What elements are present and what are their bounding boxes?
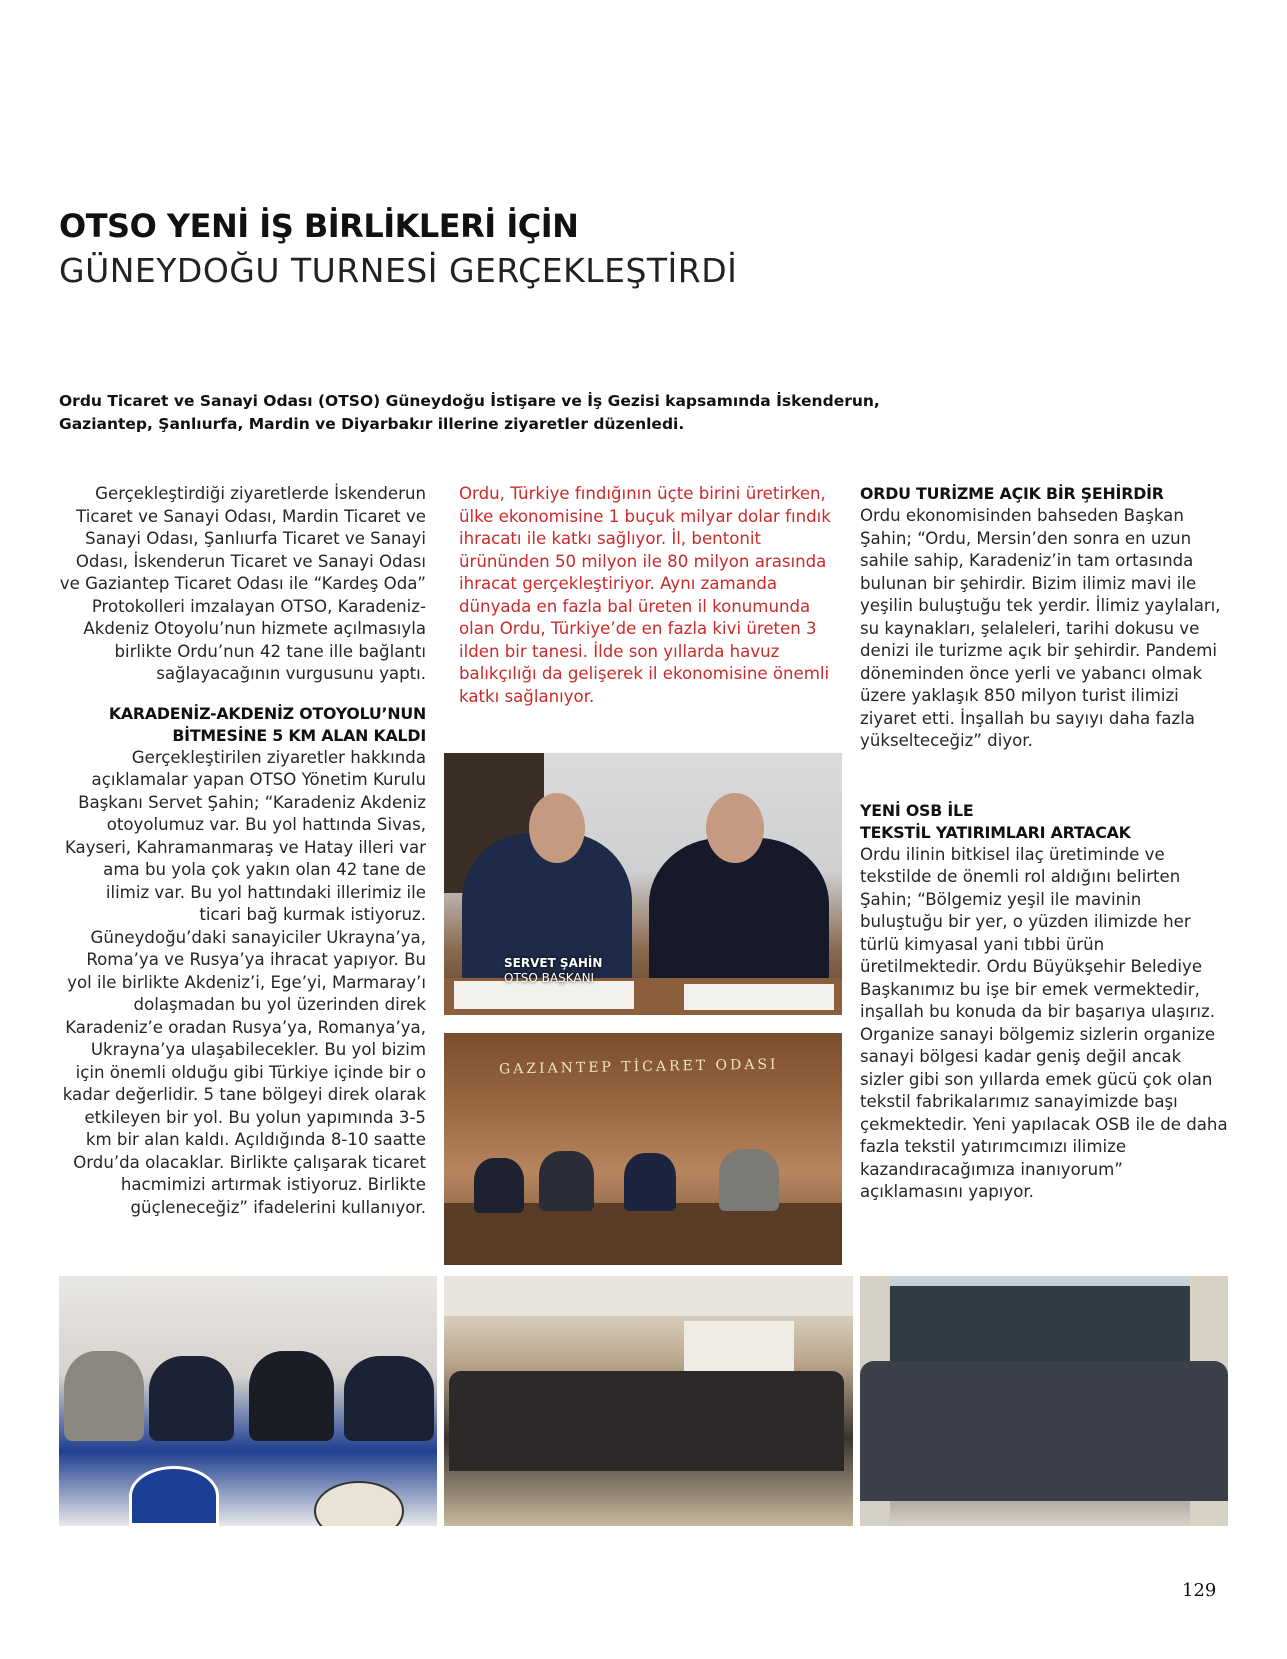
article-column-2: [459, 483, 837, 708]
column3-heading-osb: [860, 800, 1228, 844]
column3-body-osb: Ordu ilinin bitkisel ilaç üretiminde ve tekstilde de önemli rol aldığını belirten Şahin; “Bölgemiz yeşil ile mavinin buluştuğu bir yer, o yüzden ilimizde her türlü kimyasal yani tıbbi ürün üretilmektedir. Ordu Büyükşehir Belediye Başkanımız bu işe bir emek vermektedir, inşallah bu konuda da bir başarıya ulaşırız. Organize sanayi bölgemiz sizlerin organize sanayi bölgesi kadar geniş değil ancak sizler gibi son yıllarda emek gücü çok olan tekstil fabrikalarımız sanayimizde başı çekmektedir. Yeni yapılacak OSB ile de daha fazla tekstil yatırımcımızı ilimize kazandıracağımıza inanıyorum” açıklamasını yapıyor.: [860, 844, 1228, 1201]
lead-paragraph: Ordu Ticaret ve Sanayi Odası (OTSO) Güneydoğu İstişare ve İş Gezisi kapsamında İskenderun, Gaziantep, Şanlıurfa, Mardin ve Diyarbakır illerine ziyaretler düzenledi.: [59, 392, 880, 433]
article-column-3: [860, 483, 1228, 1204]
column1-heading: KARADENİZ-AKDENİZ OTOYOLU’NUN BİTMESİNE 5 KM ALAN KALDI: [108, 703, 426, 745]
gaziantep-wall-sign: GAZIANTEP TİCARET ODASI: [498, 1056, 779, 1078]
photo-group-hall: [444, 1276, 853, 1526]
column1-body: Gerçekleştirilen ziyaretler hakkında açıklamalar yapan OTSO Yönetim Kurulu Başkanı Servet Şahin; “Karadeniz Akdeniz otoyolumuz var. Bu yol hattında Sivas, Kayseri, Kahramanmaraş ve Hatay illeri var ama bu yola çok yakın olan 42 tane de ilimiz var. Bu yol hattındaki illerimiz ile ticari bağ kurmak istiyoruz. Güneydoğu’daki sanayiciler Ukrayna’ya, Roma’ya ve Rusya’ya ihracat yapıyor. Bu yol ile birlikte Akdeniz’i, Ege’yi, Marmaray’ı dolaşmadan bu yol üzerinden direk Karadeniz’e oradan Rusya’ya, Romanya’ya, Ukrayna’ya ulaşabilecekler. Bu yol bizim için önemli olduğu gibi Türkiye içinde bir o kadar değerlidir. 5 tane bölgeyi direk olarak etkileyen bir yol. Bu yolun yapımında 3-5 km bir alan kaldı. Açıldığında 8-10 saatte Ordu’da olacaklar. Birlikte çalışarak ticaret hacmimizi artırmak istiyoruz. Birlikte güçleneceğiz” ifadelerini kullanıyor.: [62, 747, 426, 1217]
page-number: 129: [1182, 1580, 1217, 1601]
column3-body-tourism: Ordu ekonomisinden bahseden Başkan Şahin; “Ordu, Mersin’den sonra en uzun sahile sahip, Karadeniz’in tam ortasında bulunan bir şehirdir. Bizim ilimiz mavi ile yeşilin buluştuğu tek yerdir. İlimiz yaylaları, su kaynakları, şelaleleri, tarihi dokusu ve denizi ile turizme açık bir şehirdir. Pandemi döneminden önce yerli ve yabancı olmak üzere yaklaşık 850 milyon turist ilimizi ziyaret etti. İnşallah bu sayıyı daha fazla yükselteceğiz” diyor.: [860, 506, 1221, 750]
photo-gaziantep-chamber: [444, 1033, 842, 1265]
headline-line1: OTSO YENİ İŞ BİRLİKLERİ İÇİN: [59, 207, 579, 245]
caption-name: SERVET ŞAHİN: [504, 956, 603, 970]
column1-intro: Gerçekleştirdiği ziyaretlerde İskenderun Ticaret ve Sanayi Odası, Mardin Ticaret ve Sanayi Odası, Şanlıurfa Ticaret ve Sanayi Odası, İskenderun Ticaret ve Sanayi Odası ve Gaziantep Ticaret Odası ile “Kardeş Oda” Protokolleri imzalayan OTSO, Karadeniz-Akdeniz Otoyolu’nun hizmete açılmasıyla birlikte Ordu’nun 42 tane ille bağlantı sağlayacağının vurgusunu yaptı.: [59, 484, 426, 683]
column3-heading-osb-line1: YENİ OSB İLE: [860, 800, 974, 820]
column3-heading-tourism: ORDU TURİZME AÇIK BİR ŞEHİRDİR: [860, 484, 1164, 503]
headline-line2: GÜNEYDOĞU TURNESİ GERÇEKLEŞTİRDİ: [59, 251, 738, 290]
photo-diyarbakir-signing: [59, 1276, 437, 1526]
article-column-1: [59, 483, 426, 1219]
column3-heading-osb-line2: TEKSTİL YATIRIMLARI ARTACAK: [860, 822, 1131, 842]
photo-protocol-signing: [444, 753, 842, 1015]
photo-group-outdoor: [860, 1276, 1228, 1526]
signing-photo-caption: [504, 956, 602, 986]
caption-title: OTSO BAŞKANI: [504, 971, 595, 985]
column2-highlight: Ordu, Türkiye fındığının üçte birini üretirken, ülke ekonomisine 1 buçuk milyar dolar fındık ihracatı ile katkı sağlıyor. İl, bentonit ürününden 50 milyon ile 80 milyon arasında ihracat gerçekleştiriyor. Aynı zamanda dünyada en fazla bal üreten il konumunda olan Ordu, Türkiye’de en fazla kivi üreten 3 ilden bir tanesi. İlde son yıllarda havuz balıkçılığı da gelişerek il ekonomisine önemli katkı sağlanıyor.: [459, 484, 831, 706]
